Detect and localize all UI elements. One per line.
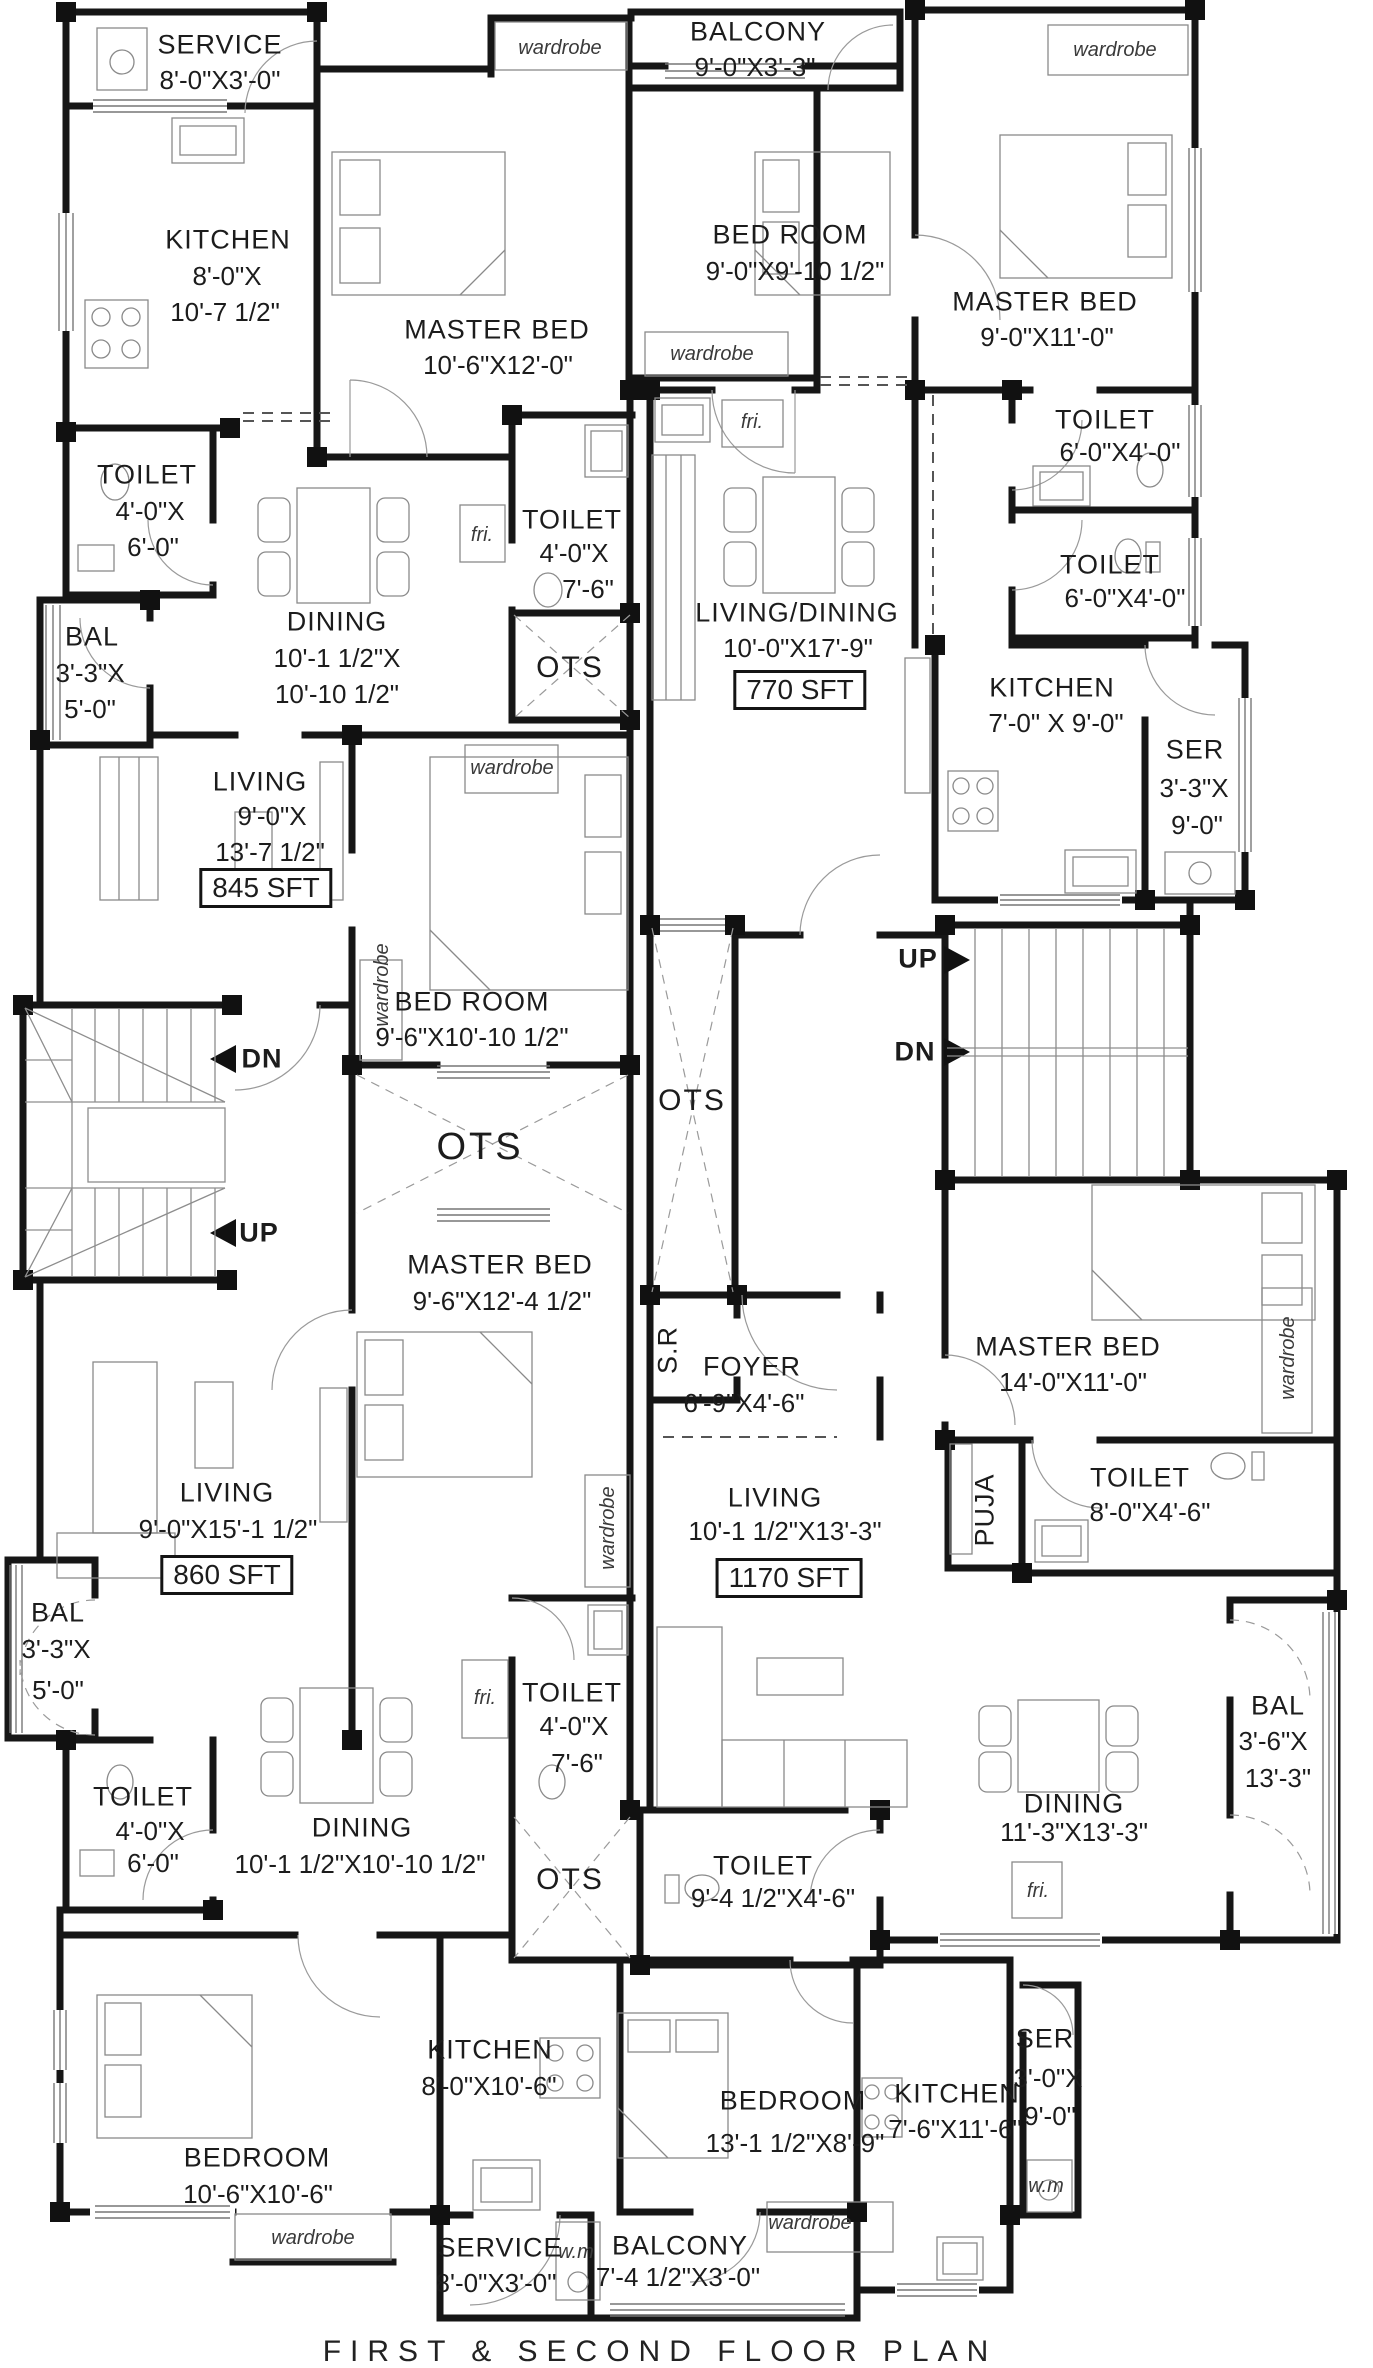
3-6-x-label: 3'-6"X [1238, 1726, 1308, 1756]
4-0-x-label: 4'-0"X [115, 496, 185, 526]
7-6-x11-6-label: 7'-6"X11'-6" [888, 2114, 1022, 2144]
13-1-1-2-x8-9-label: 13'-1 1/2"X8'-9" [705, 2128, 885, 2158]
bedroom-label: BEDROOM [183, 2142, 331, 2173]
8-0-x3-0-label: 8'-0"X3'-0" [159, 65, 281, 95]
wardrobe-label: wardrobe [371, 943, 393, 1027]
ots-label: OTS [536, 651, 604, 684]
7-6-label: 7'-6" [551, 1748, 603, 1778]
kitchen-label: KITCHEN [427, 2034, 553, 2065]
kitchen-label: KITCHEN [989, 672, 1115, 703]
master-bed-label: MASTER BED [952, 286, 1138, 317]
860-sft-label: 860 SFT [160, 1555, 293, 1595]
toilet-label: TOILET [1054, 404, 1156, 435]
10-0-x17-9-label: 10'-0"X17'-9" [723, 633, 873, 663]
6-0-label: 6'-0" [127, 1848, 179, 1878]
kitchen-label: KITCHEN [894, 2078, 1020, 2109]
8-0-x4-6-label: 8'-0"X4'-6" [1089, 1497, 1211, 1527]
ots-label: OTS [436, 1126, 524, 1168]
6-0-x4-0-label: 6'-0"X4'-0" [1064, 583, 1186, 613]
wardrobe-label: wardrobe [768, 2212, 852, 2234]
6-0-label: 6'-0" [127, 532, 179, 562]
3-3-x-label: 3'-3"X [1159, 773, 1229, 803]
up-label: UP [898, 943, 938, 974]
10-6-x10-6-label: 10'-6"X10'-6" [183, 2179, 333, 2209]
living-label: LIVING [727, 1482, 823, 1513]
8-0-x-label: 8'-0"X [192, 261, 262, 291]
master-bed-label: MASTER BED [975, 1331, 1161, 1362]
7-4-1-2-x3-0-label: 7'-4 1/2"X3'-0" [595, 2262, 761, 2292]
10-7-1-2-label: 10'-7 1/2" [170, 297, 280, 327]
4-0-x-label: 4'-0"X [539, 538, 609, 568]
fri-label: fri. [473, 1687, 497, 1709]
3-3-x-label: 3'-3"X [55, 658, 125, 688]
11-3-x13-3-label: 11'-3"X13'-3" [1000, 1817, 1148, 1847]
living-label: LIVING [212, 766, 308, 797]
9-0-label: 9'-0" [1024, 2101, 1076, 2131]
10-6-x12-0-label: 10'-6"X12'-0" [423, 350, 573, 380]
balcony-label: BALCONY [689, 16, 827, 47]
toilet-label: TOILET [712, 1850, 814, 1881]
770-sft-label: 770 SFT [733, 670, 866, 710]
balcony-label: BALCONY [611, 2230, 749, 2261]
8-0-x10-6-label: 8'-0"X10'-6" [421, 2071, 557, 2101]
5-0-label: 5'-0" [32, 1675, 84, 1705]
13-3-label: 13'-3" [1244, 1763, 1312, 1793]
foyer-label: FOYER [702, 1351, 802, 1382]
ots-label: OTS [536, 1863, 604, 1896]
9-0-x-label: 9'-0"X [237, 801, 307, 831]
9-0-x3-3-label: 9'-0"X3'-3" [694, 52, 816, 82]
ser-label: SER [1015, 2023, 1075, 2054]
9-6-x12-4-1-2-label: 9'-6"X12'-4 1/2" [412, 1286, 592, 1316]
bedroom-label: BEDROOM [719, 2085, 867, 2116]
wardrobe-label: wardrobe [1277, 1316, 1299, 1400]
13-7-1-2-label: 13'-7 1/2" [215, 837, 325, 867]
9-4-1-2-x4-6-label: 9'-4 1/2"X4'-6" [690, 1883, 856, 1913]
dining-label: DINING [311, 1812, 413, 1843]
toilet-label: TOILET [96, 459, 198, 490]
service-label: SERVICE [157, 29, 283, 60]
windows-layer [10, 64, 1338, 2316]
toilet-label: TOILET [92, 1781, 194, 1812]
bed-room-label: BED ROOM [712, 219, 868, 250]
ser-label: SER [1165, 734, 1225, 765]
plan-title: FIRST & SECOND FLOOR PLAN [322, 2335, 998, 2368]
toilet-label: TOILET [1089, 1462, 1191, 1493]
9-0-x9-10-1-2-label: 9'-0"X9'-10 1/2" [705, 256, 885, 286]
9-0-x15-1-1-2-label: 9'-0"X15'-1 1/2" [138, 1514, 318, 1544]
master-bed-label: MASTER BED [407, 1249, 593, 1280]
14-0-x11-0-label: 14'-0"X11'-0" [999, 1367, 1147, 1397]
dining-label: DINING [1023, 1788, 1125, 1819]
5-0-label: 5'-0" [64, 694, 116, 724]
dining-label: DINING [286, 606, 388, 637]
9-0-label: 9'-0" [1171, 810, 1223, 840]
wardrobe-label: wardrobe [1073, 39, 1157, 61]
10-1-1-2-x10-10-1-2-label: 10'-1 1/2"X10'-10 1/2" [234, 1849, 486, 1879]
service-label: SERVICE [437, 2232, 563, 2263]
kitchen-label: KITCHEN [165, 224, 291, 255]
fri-label: fri. [740, 411, 764, 433]
4-0-x-label: 4'-0"X [115, 1816, 185, 1846]
3-3-x-label: 3'-3"X [21, 1634, 91, 1664]
bed-room-label: BED ROOM [394, 986, 550, 1017]
10-10-1-2-label: 10'-10 1/2" [274, 679, 400, 709]
4-0-x-label: 4'-0"X [539, 1711, 609, 1741]
toilet-label: TOILET [521, 1677, 623, 1708]
living-label: LIVING [179, 1477, 275, 1508]
10-1-1-2-x-label: 10'-1 1/2"X [273, 643, 401, 673]
ots-label: OTS [658, 1084, 726, 1117]
10-1-1-2-x13-3-label: 10'-1 1/2"X13'-3" [688, 1516, 882, 1546]
7-6-label: 7'-6" [562, 574, 614, 604]
fri-label: fri. [470, 524, 494, 546]
w-m-label: w.m [558, 2241, 594, 2263]
8-0-x3-0-label: 8'-0"X3'-0" [435, 2268, 557, 2298]
wardrobe-label: wardrobe [670, 343, 754, 365]
wardrobe-label: wardrobe [518, 37, 602, 59]
6-0-x4-0-label: 6'-0"X4'-0" [1059, 437, 1181, 467]
wardrobe-label: wardrobe [470, 757, 554, 779]
toilet-label: TOILET [521, 504, 623, 535]
9-0-x11-0-label: 9'-0"X11'-0" [980, 322, 1114, 352]
wardrobe-label: wardrobe [597, 1486, 619, 1570]
3-0-x-label: 3'-0"X [1013, 2063, 1083, 2093]
fri-label: fri. [1026, 1880, 1050, 1902]
puja-label: PUJA [969, 1473, 1000, 1547]
w-m-label: w.m [1028, 2175, 1064, 2197]
6-9-x4-6-label: 6'-9"X4'-6" [683, 1388, 805, 1418]
stairs-layer [25, 928, 1188, 1280]
1170-sft-label: 1170 SFT [716, 1558, 863, 1598]
living-dining-label: LIVING/DINING [695, 597, 899, 628]
7-0-x-9-0-label: 7'-0" X 9'-0" [988, 708, 1124, 738]
master-bed-label: MASTER BED [404, 314, 590, 345]
s-r-label: S.R [652, 1325, 683, 1375]
wardrobe-label: wardrobe [271, 2227, 355, 2249]
dn-label: DN [894, 1036, 936, 1067]
bal-label: BAL [30, 1597, 86, 1628]
9-6-x10-10-1-2-label: 9'-6"X10'-10 1/2" [375, 1022, 569, 1052]
up-label: UP [239, 1217, 279, 1248]
toilet-label: TOILET [1059, 549, 1161, 580]
845-sft-label: 845 SFT [199, 868, 332, 908]
bal-label: BAL [64, 621, 120, 652]
bal-label: BAL [1250, 1690, 1306, 1721]
dn-label: DN [241, 1043, 283, 1074]
